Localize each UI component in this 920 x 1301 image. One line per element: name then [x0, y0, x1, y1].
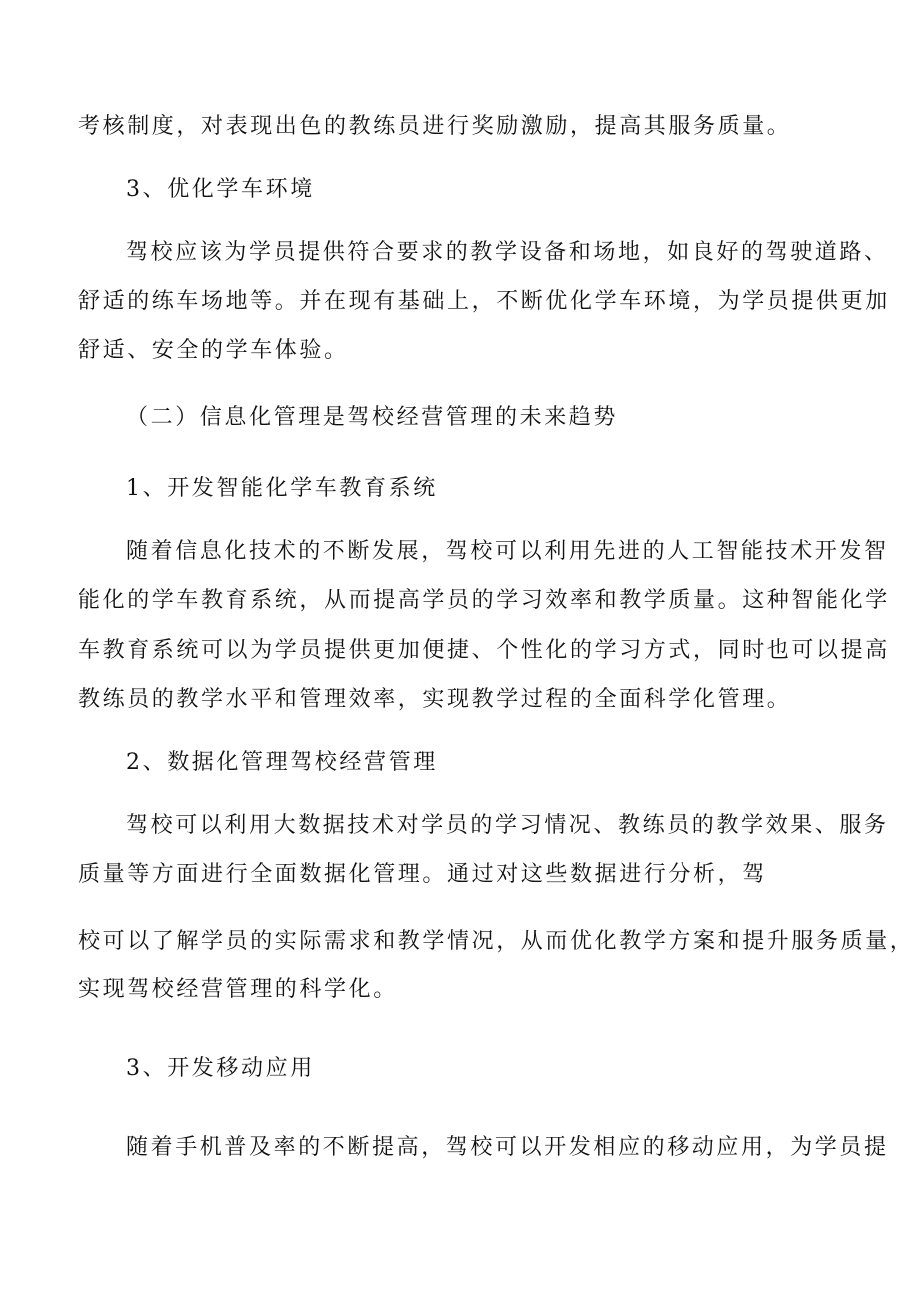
paragraph-line: 随着信息化技术的不断发展，驾校可以利用先进的人工智能技术开发智 [126, 539, 889, 564]
paragraph-line: 质量等方面进行全面数据化管理。通过对这些数据进行分析，驾 [78, 862, 767, 887]
paragraph-line: 校可以了解学员的实际需求和教学情况，从而优化教学方案和提升服务质量， [78, 929, 915, 954]
section-heading: 3、开发移动应用 [126, 1056, 315, 1081]
chapter-heading: （二）信息化管理是驾校经营管理的未来趋势 [126, 405, 619, 430]
paragraph-line: 考核制度，对表现出色的教练员进行奖励激励，提高其服务质量。 [78, 114, 792, 139]
paragraph-line: 舒适、安全的学车体验。 [78, 338, 349, 363]
paragraph-line: 驾校可以利用大数据技术对学员的学习情况、教练员的教学效果、服务 [126, 813, 889, 838]
paragraph-line: 驾校应该为学员提供符合要求的教学设备和场地，如良好的驾驶道路、 [126, 240, 889, 265]
paragraph-line: 教练员的教学水平和管理效率，实现教学过程的全面科学化管理。 [78, 687, 792, 712]
paragraph-line: 舒适的练车场地等。并在现有基础上，不断优化学车环境，为学员提供更加 [78, 289, 890, 314]
section-heading: 1、开发智能化学车教育系统 [126, 476, 438, 501]
section-heading: 2、数据化管理驾校经营管理 [126, 750, 438, 775]
paragraph-line: 能化的学车教育系统，从而提高学员的学习效率和教学质量。这种智能化学 [78, 588, 890, 613]
paragraph-line: 车教育系统可以为学员提供更加便捷、个性化的学习方式，同时也可以提高 [78, 638, 890, 663]
paragraph-line: 实现驾校经营管理的科学化。 [78, 977, 398, 1002]
section-heading: 3、优化学车环境 [126, 177, 315, 202]
paragraph-line: 随着手机普及率的不断提高，驾校可以开发相应的移动应用，为学员提 [126, 1135, 889, 1160]
